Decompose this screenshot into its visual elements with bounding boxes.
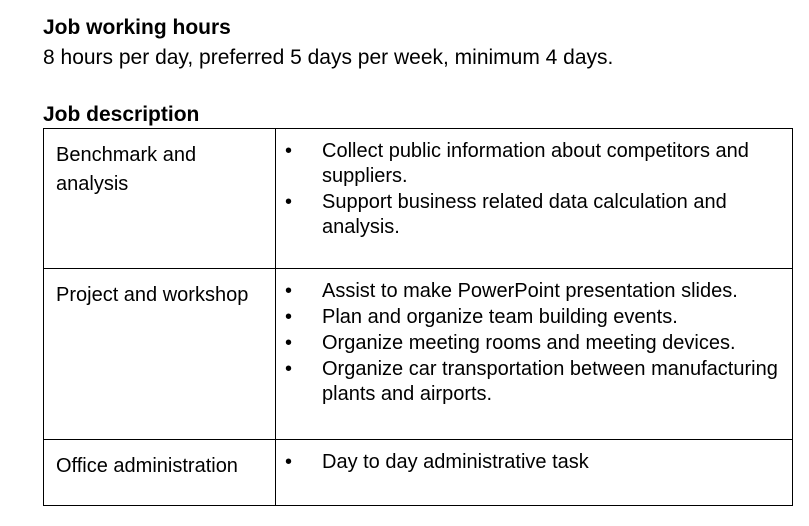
task-text: Organize car transportation between manufacturing plants and airports. (322, 358, 778, 405)
bullet-icon: • (285, 358, 293, 380)
area-label: Benchmark and analysis (56, 144, 197, 195)
task-text: Day to day administrative task (322, 451, 589, 473)
task-list (276, 139, 784, 240)
task-text: Collect public information about competitors and suppliers. (322, 140, 749, 187)
bullet-icon: • (285, 280, 293, 302)
list-item (276, 279, 784, 304)
bullet-icon: • (285, 140, 293, 162)
job-description-heading: Job description (43, 103, 200, 126)
tasks-cell (276, 440, 793, 506)
area-cell (44, 269, 276, 440)
table-row (44, 440, 793, 506)
area-label: Office administration (56, 455, 238, 477)
task-text: Organize meeting rooms and meeting devices. (322, 332, 736, 354)
area-cell (44, 129, 276, 269)
list-item (276, 305, 784, 330)
list-item (276, 190, 784, 240)
working-hours-heading: Job working hours (43, 16, 231, 39)
task-text: Assist to make PowerPoint presentation slides. (322, 280, 738, 302)
job-description-table (43, 128, 793, 506)
bullet-icon: • (285, 451, 293, 473)
list-item (276, 139, 784, 189)
list-item (276, 450, 784, 475)
task-list (276, 450, 784, 475)
list-item (276, 357, 784, 407)
task-text: Plan and organize team building events. (322, 306, 678, 328)
area-cell (44, 440, 276, 506)
bullet-icon: • (285, 332, 293, 354)
working-hours-text: 8 hours per day, preferred 5 days per week, minimum 4 days. (43, 46, 614, 69)
tasks-cell (276, 129, 793, 269)
table-row (44, 129, 793, 269)
list-item (276, 331, 784, 356)
table-row (44, 269, 793, 440)
tasks-cell (276, 269, 793, 440)
bullet-icon: • (285, 306, 293, 328)
bullet-icon: • (285, 191, 293, 213)
task-text: Support business related data calculation and analysis. (322, 191, 727, 238)
task-list (276, 279, 784, 407)
area-label: Project and workshop (56, 284, 249, 306)
